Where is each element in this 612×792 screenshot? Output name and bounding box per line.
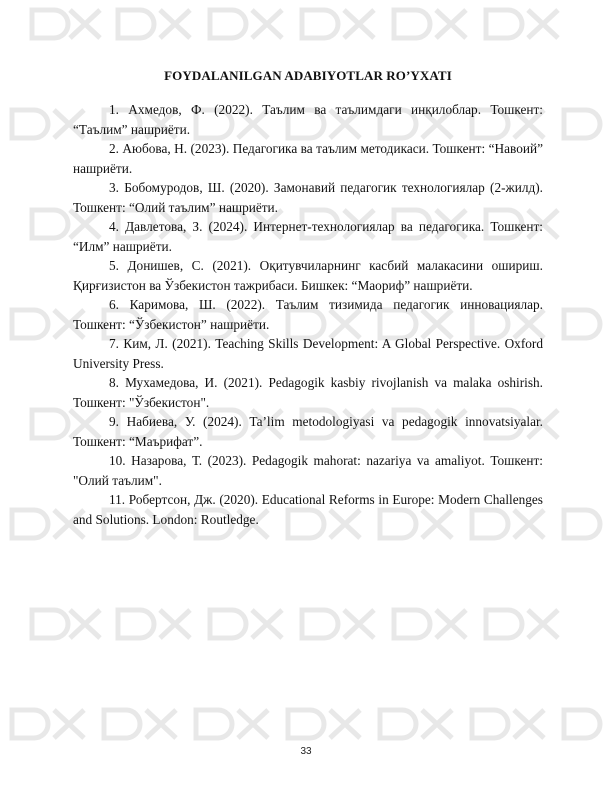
reference-item: 7. Ким, Л. (2021). Teaching Skills Development: A Global Perspective. Oxford University Press. [73,336,543,371]
watermark-row-1 [32,10,558,38]
reference-item: 4. Давлетова, З. (2024). Интернет-технологиялар ва педагогика. Тошкент: “Илм” нашриёти. [73,219,543,254]
reference-item: 5. Донишев, С. (2021). Оқитувчиларнинг касбий малакасини ошириш. Қирғизистон ва Ўзбекистон тажрибаси. Бишкек: “Маориф” нашриёти. [73,258,543,293]
reference-item: 11. Робертсон, Дж. (2020). Educational Reforms in Europe: Modern Challenges and Solutions. London: Routledge. [73,492,543,527]
reference-list [73,100,543,529]
reference-item: 3. Бобомуродов, Ш. (2020). Замонавий педагогик технологиялар (2-жилд). Тошкент: “Олий таълим” нашриёти. [73,180,543,215]
reference-item: 6. Каримова, Ш. (2022). Таълим тизимида педагогик инновациялар. Тошкент: “Ўзбекистон” нашриёти. [73,297,543,332]
watermark-row-8 [12,710,600,738]
page-title: FOYDALANILGAN ADABIYOTLAR RO’YXATI [164,68,452,83]
reference-item: 8. Мухамедова, И. (2021). Pedagogik kasbiy rivojlanish va malaka oshirish. Тошкент: "Ўзбекистон". [73,375,543,410]
reference-item: 10. Назарова, Т. (2023). Pedagogik mahorat: nazariya va amaliyot. Тошкент: "Олий таълим". [73,453,543,488]
reference-item: 9. Набиева, У. (2024). Ta’lim metodologiyasi va pedagogik innovatsiyalar. Тошкент: “Маърифат”. [73,414,543,449]
page-number: 33 [300,746,312,757]
references-section [73,58,543,529]
reference-item: 2. Аюбова, Н. (2023). Педагогика ва таълим методикаси. Тошкент: “Навоий” нашриёти. [73,141,543,176]
watermark-row-7 [32,610,558,638]
reference-item: 1. Ахмедов, Ф. (2022). Таълим ва таълимдаги инқилоблар. Тошкент: “Таълим” нашриёти. [73,102,543,137]
